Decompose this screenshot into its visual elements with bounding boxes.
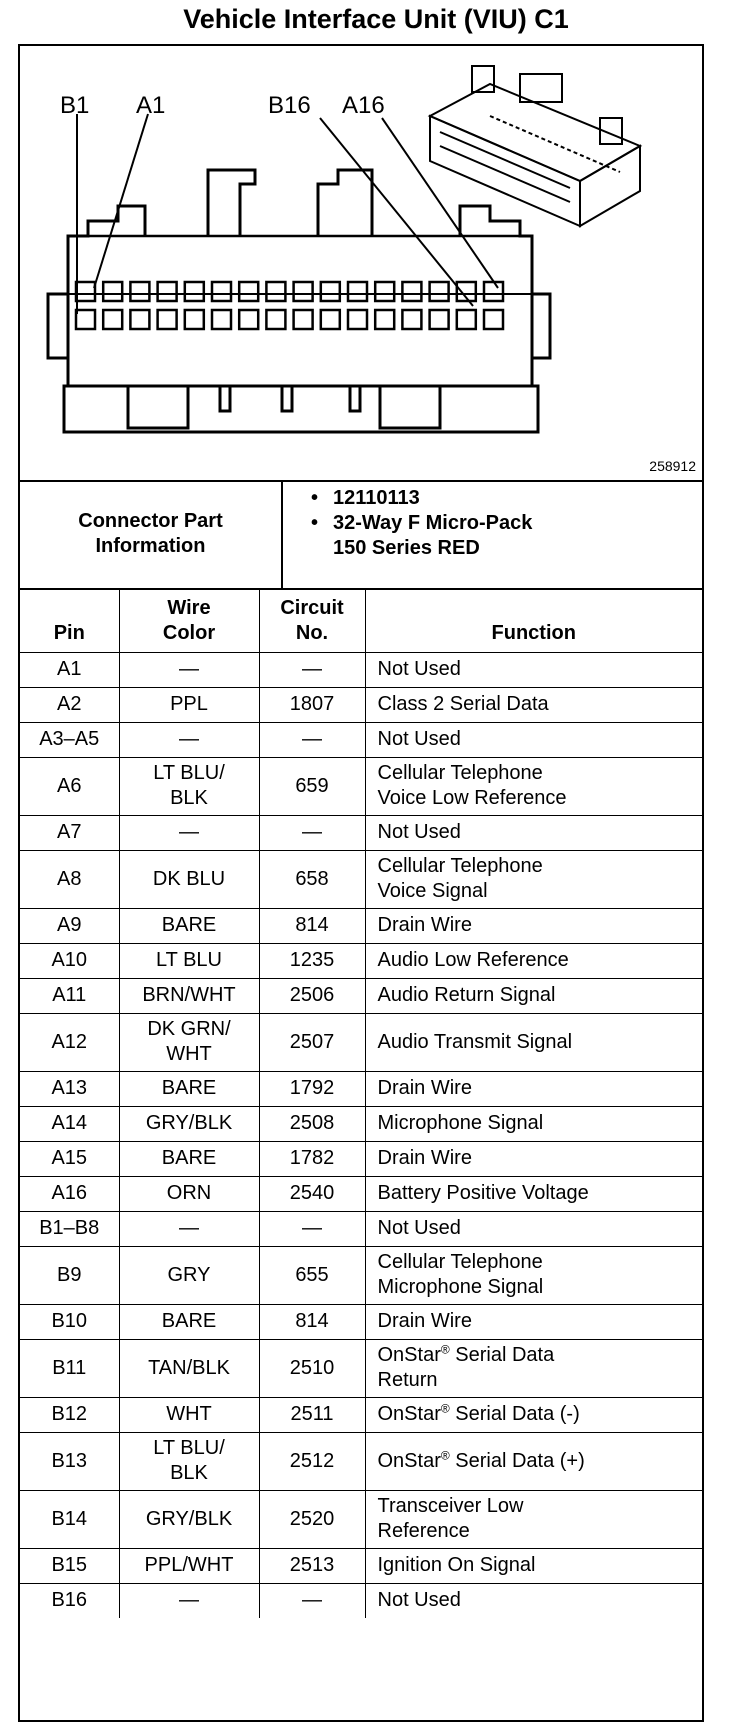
table-row — [20, 1211, 702, 1246]
header-wire-color: Wire Color — [119, 590, 259, 652]
connector-sheet — [18, 44, 704, 1722]
pin-cavity — [430, 282, 449, 301]
pin-cell: A3–A5 — [20, 722, 119, 757]
function-cell: Microphone Signal — [365, 1106, 702, 1141]
pin-cavity — [185, 282, 204, 301]
wire-color-cell: DK BLU — [119, 850, 259, 908]
connector-description-line2: 150 Series RED — [333, 537, 480, 559]
circuit-cell: — — [259, 1211, 365, 1246]
table-row — [20, 1246, 702, 1304]
pin-cavity — [266, 310, 285, 329]
wire-color-cell: BARE — [119, 908, 259, 943]
table-row — [20, 1583, 702, 1618]
wire-color-cell: BARE — [119, 1304, 259, 1339]
function-cell: Not Used — [365, 1211, 702, 1246]
function-cell: Not Used — [365, 652, 702, 687]
function-cell: OnStar® Serial Data (-) — [365, 1397, 702, 1432]
table-row — [20, 1304, 702, 1339]
function-cell: OnStar® Serial Data (+) — [365, 1432, 702, 1490]
connector-diagram — [20, 46, 702, 482]
table-row — [20, 1432, 702, 1490]
circuit-cell: 658 — [259, 850, 365, 908]
pin-cell: A8 — [20, 850, 119, 908]
page-title: Vehicle Interface Unit (VIU) C1 — [183, 4, 569, 34]
table-row — [20, 757, 702, 815]
table-row — [20, 1176, 702, 1211]
function-cell: Cellular Telephone Voice Signal — [365, 850, 702, 908]
table-row — [20, 1141, 702, 1176]
pin-label-a16: A16 — [342, 92, 385, 119]
wire-color-cell: PPL/WHT — [119, 1548, 259, 1583]
pin-cell: A12 — [20, 1013, 119, 1071]
circuit-cell: — — [259, 1583, 365, 1618]
pin-cell: A15 — [20, 1141, 119, 1176]
pin-label-b1: B1 — [60, 92, 90, 119]
table-row — [20, 652, 702, 687]
pin-cell: B9 — [20, 1246, 119, 1304]
function-cell: Ignition On Signal — [365, 1548, 702, 1583]
connector-description-line1: 32-Way F Micro-Pack — [333, 512, 533, 534]
pin-cavity — [348, 282, 367, 301]
pin-cavity — [239, 282, 258, 301]
function-cell: Cellular Telephone Microphone Signal — [365, 1246, 702, 1304]
function-cell: Transceiver Low Reference — [365, 1490, 702, 1548]
pin-cavity — [266, 282, 285, 301]
table-row — [20, 815, 702, 850]
table-row — [20, 1106, 702, 1141]
wire-color-cell: TAN/BLK — [119, 1339, 259, 1397]
circuit-cell: 655 — [259, 1246, 365, 1304]
wire-color-cell: — — [119, 652, 259, 687]
connector-info-label — [20, 480, 283, 588]
function-cell: OnStar® Serial Data Return — [365, 1339, 702, 1397]
pin-cell: B15 — [20, 1548, 119, 1583]
part-number: • 12110113 — [311, 486, 702, 511]
function-cell: Class 2 Serial Data — [365, 687, 702, 722]
circuit-cell: 1792 — [259, 1071, 365, 1106]
wire-color-cell: — — [119, 722, 259, 757]
table-row — [20, 1490, 702, 1548]
pin-cell: A6 — [20, 757, 119, 815]
circuit-cell: 2512 — [259, 1432, 365, 1490]
wire-color-cell: BARE — [119, 1071, 259, 1106]
pin-cavity — [484, 282, 503, 301]
pin-cavity — [212, 310, 231, 329]
circuit-cell: 1235 — [259, 943, 365, 978]
pin-cavity — [430, 310, 449, 329]
pin-cell: A14 — [20, 1106, 119, 1141]
pin-cavity — [130, 310, 149, 329]
circuit-cell: 2507 — [259, 1013, 365, 1071]
table-row — [20, 1339, 702, 1397]
wire-color-cell: — — [119, 1583, 259, 1618]
circuit-cell: 2508 — [259, 1106, 365, 1141]
pin-cavity — [375, 310, 394, 329]
pin-cavity — [457, 310, 476, 329]
pin-cavity — [375, 282, 394, 301]
pin-cell: B16 — [20, 1583, 119, 1618]
table-row — [20, 908, 702, 943]
header-circuit-no: Circuit No. — [259, 590, 365, 652]
wire-color-cell: — — [119, 815, 259, 850]
function-cell: Not Used — [365, 815, 702, 850]
pin-cavity — [321, 310, 340, 329]
table-row — [20, 1013, 702, 1071]
pin-cell: B1–B8 — [20, 1211, 119, 1246]
function-cell: Audio Transmit Signal — [365, 1013, 702, 1071]
circuit-cell: — — [259, 722, 365, 757]
wire-color-cell: GRY/BLK — [119, 1106, 259, 1141]
function-cell: Cellular Telephone Voice Low Reference — [365, 757, 702, 815]
function-cell: Battery Positive Voltage — [365, 1176, 702, 1211]
function-cell: Drain Wire — [365, 1304, 702, 1339]
function-cell: Drain Wire — [365, 908, 702, 943]
table-row — [20, 1071, 702, 1106]
table-row — [20, 850, 702, 908]
function-cell: Drain Wire — [365, 1141, 702, 1176]
pinout-table-body — [20, 652, 702, 1618]
leader-lines — [77, 114, 498, 314]
pin-cavity — [239, 310, 258, 329]
connector-info-label-line1: Connector Part — [78, 510, 223, 532]
circuit-cell: — — [259, 652, 365, 687]
wire-color-cell: LT BLU/ BLK — [119, 1432, 259, 1490]
header-pin: Pin — [20, 590, 119, 652]
table-row — [20, 687, 702, 722]
pin-cavity — [185, 310, 204, 329]
circuit-cell: 2506 — [259, 978, 365, 1013]
connector-info-label-line2: Information — [95, 535, 206, 557]
pin-cell: A10 — [20, 943, 119, 978]
table-row — [20, 943, 702, 978]
pin-cell: A11 — [20, 978, 119, 1013]
pin-cavity — [348, 310, 367, 329]
function-cell: Audio Low Reference — [365, 943, 702, 978]
pin-cavity — [294, 282, 313, 301]
pin-label-a1: A1 — [136, 92, 166, 119]
pin-cell: A9 — [20, 908, 119, 943]
pin-cell: B10 — [20, 1304, 119, 1339]
pin-cavity — [294, 310, 313, 329]
header-function: Function — [365, 590, 702, 652]
pin-cavity — [158, 310, 177, 329]
table-header-row — [20, 590, 702, 652]
table-row — [20, 1548, 702, 1583]
pin-cell: A13 — [20, 1071, 119, 1106]
circuit-cell: 2520 — [259, 1490, 365, 1548]
wire-color-cell: PPL — [119, 687, 259, 722]
pin-cavity — [321, 282, 340, 301]
function-cell: Drain Wire — [365, 1071, 702, 1106]
circuit-cell: 2510 — [259, 1339, 365, 1397]
function-cell: Not Used — [365, 1583, 702, 1618]
figure-number: 258912 — [649, 458, 696, 474]
function-cell: Not Used — [365, 722, 702, 757]
table-row — [20, 722, 702, 757]
pin-cell: B12 — [20, 1397, 119, 1432]
circuit-cell: 2511 — [259, 1397, 365, 1432]
pin-cavity — [130, 282, 149, 301]
circuit-cell: 659 — [259, 757, 365, 815]
pin-cell: B13 — [20, 1432, 119, 1490]
pin-cavities — [76, 282, 503, 329]
pin-cavity — [76, 282, 95, 301]
connector-part-information — [20, 480, 702, 590]
circuit-cell: 814 — [259, 908, 365, 943]
wire-color-cell: DK GRN/ WHT — [119, 1013, 259, 1071]
pin-cell: A2 — [20, 687, 119, 722]
pin-cavity — [103, 310, 122, 329]
pin-cell: A7 — [20, 815, 119, 850]
circuit-cell: 2540 — [259, 1176, 365, 1211]
pin-label-b16: B16 — [268, 92, 311, 119]
pin-cavity — [402, 310, 421, 329]
pin-cavity — [158, 282, 177, 301]
wire-color-cell: BRN/WHT — [119, 978, 259, 1013]
pin-cavity — [103, 282, 122, 301]
circuit-cell: — — [259, 815, 365, 850]
pin-cavity — [402, 282, 421, 301]
wire-color-cell: WHT — [119, 1397, 259, 1432]
pin-cell: A16 — [20, 1176, 119, 1211]
wire-color-cell: GRY — [119, 1246, 259, 1304]
circuit-cell: 814 — [259, 1304, 365, 1339]
pin-cavity — [76, 310, 95, 329]
connector-description — [311, 511, 702, 561]
pin-cell: B14 — [20, 1490, 119, 1548]
wire-color-cell: ORN — [119, 1176, 259, 1211]
pin-cell: A1 — [20, 652, 119, 687]
table-row — [20, 1397, 702, 1432]
pin-cavity — [212, 282, 231, 301]
pin-cell: B11 — [20, 1339, 119, 1397]
circuit-cell: 2513 — [259, 1548, 365, 1583]
wire-color-cell: LT BLU — [119, 943, 259, 978]
connector-info-list — [283, 480, 702, 588]
pin-cavity — [484, 310, 503, 329]
wire-color-cell: BARE — [119, 1141, 259, 1176]
function-cell: Audio Return Signal — [365, 978, 702, 1013]
circuit-cell: 1782 — [259, 1141, 365, 1176]
circuit-cell: 1807 — [259, 687, 365, 722]
connector-3d-illustration — [430, 66, 640, 226]
table-row — [20, 978, 702, 1013]
wire-color-cell: GRY/BLK — [119, 1490, 259, 1548]
wire-color-cell: LT BLU/ BLK — [119, 757, 259, 815]
wire-color-cell: — — [119, 1211, 259, 1246]
pinout-table — [20, 590, 702, 1618]
